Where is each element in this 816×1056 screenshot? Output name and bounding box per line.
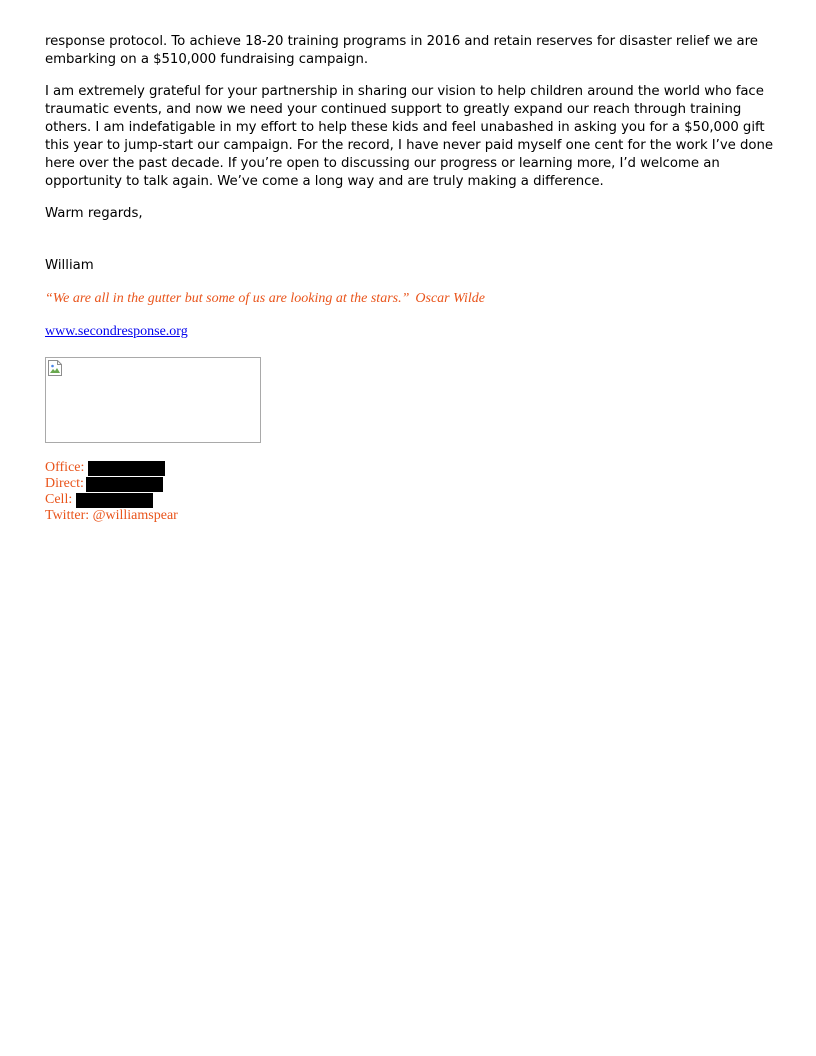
website-line — [45, 323, 775, 341]
office-phone-row — [45, 460, 775, 476]
office-number-redaction — [88, 461, 165, 476]
cell-label: Cell: — [45, 492, 73, 507]
direct-label: Direct: — [45, 476, 84, 491]
direct-phone-row — [45, 476, 775, 492]
letter-paragraph-2: I am extremely grateful for your partnership in sharing our vision to help children around the world who face traumatic events, and now we need your continued support to greatly expand our reach through training others. I am indefatigable in my effort to help these kids and feel unabashed in asking you for a $50,000 gift this year to jump-start our campaign. For the record, I have never paid myself one cent for the work I’ve done here over the past decade. If you’re open to discussing our progress or learning more, I’d welcome an opportunity to talk again. We’ve come a long way and are truly making a difference. — [45, 84, 773, 189]
cell-phone-row — [45, 492, 775, 508]
logo-image-placeholder — [45, 357, 261, 443]
contact-block — [45, 460, 775, 524]
broken-image-icon — [48, 360, 62, 376]
quote-author: Oscar Wilde — [415, 291, 485, 306]
letter-signature: William — [45, 258, 94, 273]
letter-closing: Warm regards, — [45, 206, 143, 221]
letter-paragraph-1: response protocol. To achieve 18-20 training programs in 2016 and retain reserves for disaster relief we are embarking on a $510,000 fundraising campaign. — [45, 34, 758, 67]
quote-text: “We are all in the gutter but some of us are looking at the stars.” — [45, 291, 410, 306]
email-signature-quote — [45, 290, 775, 308]
website-link[interactable]: www.secondresponse.org — [45, 324, 188, 339]
twitter-handle: Twitter: @williamspear — [45, 508, 178, 523]
cell-number-redaction — [76, 493, 153, 508]
twitter-row — [45, 508, 775, 524]
office-label: Office: — [45, 460, 85, 475]
letter-page — [45, 33, 775, 524]
direct-number-redaction — [86, 477, 163, 492]
